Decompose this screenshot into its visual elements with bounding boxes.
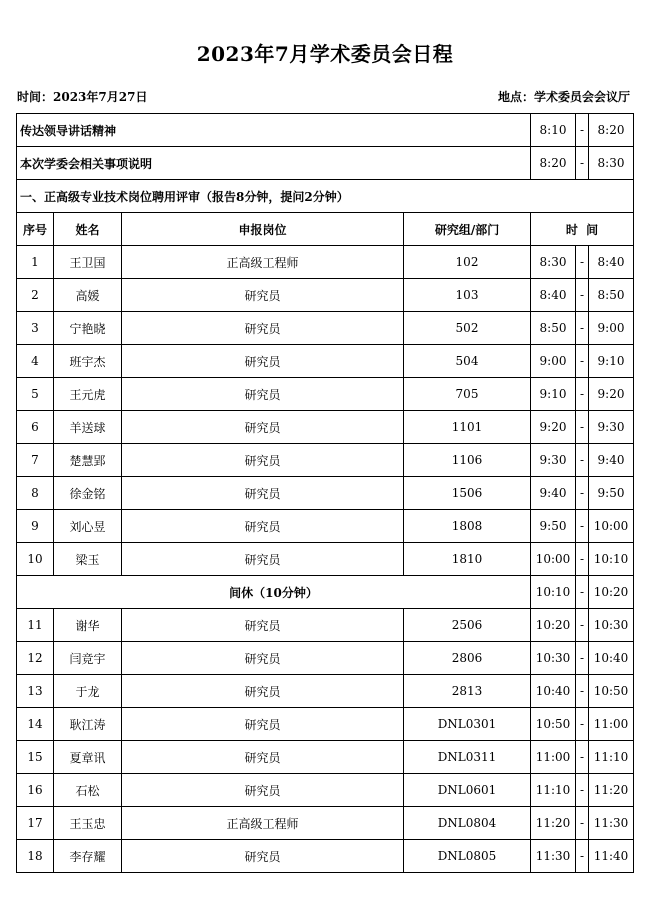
row-name: 王卫国: [54, 246, 122, 279]
row-name: 李存耀: [54, 840, 122, 873]
header-position: 申报岗位: [122, 213, 404, 246]
end-time: 10:10: [589, 543, 634, 576]
row-number: 3: [17, 312, 54, 345]
header-no: 序号: [17, 213, 54, 246]
table-row: [17, 741, 634, 774]
row-name: 王玉忠: [54, 807, 122, 840]
start-time: 8:40: [531, 279, 576, 312]
table-row: [17, 675, 634, 708]
start-time: 8:30: [531, 246, 576, 279]
table-row: [17, 609, 634, 642]
header-name: 姓名: [54, 213, 122, 246]
row-name: 闫竞宇: [54, 642, 122, 675]
end-time: 8:40: [589, 246, 634, 279]
meeting-location: 地点：学术委员会会议厅: [497, 90, 630, 104]
table-row: [17, 510, 634, 543]
table-row: [17, 708, 634, 741]
row-number: 8: [17, 477, 54, 510]
row-number: 12: [17, 642, 54, 675]
end-time: 10:20: [589, 576, 634, 609]
row-number: 11: [17, 609, 54, 642]
row-number: 7: [17, 444, 54, 477]
row-number: 6: [17, 411, 54, 444]
row-position: 研究员: [122, 444, 404, 477]
time-dash: -: [576, 114, 589, 147]
table-row: [17, 477, 634, 510]
row-name: 刘心昱: [54, 510, 122, 543]
break-row: [17, 576, 634, 609]
table-row: [17, 345, 634, 378]
start-time: 8:10: [531, 114, 576, 147]
start-time: 11:00: [531, 741, 576, 774]
row-number: 10: [17, 543, 54, 576]
row-dept: DNL0804: [404, 807, 531, 840]
row-number: 15: [17, 741, 54, 774]
row-number: 17: [17, 807, 54, 840]
start-time: 9:10: [531, 378, 576, 411]
row-position: 正高级工程师: [122, 246, 404, 279]
end-time: 9:00: [589, 312, 634, 345]
row-position: 研究员: [122, 312, 404, 345]
time-dash: -: [576, 510, 589, 543]
break-label: 间休（10分钟）: [17, 576, 531, 609]
row-number: 9: [17, 510, 54, 543]
row-position: 正高级工程师: [122, 807, 404, 840]
row-dept: 705: [404, 378, 531, 411]
time-dash: -: [576, 477, 589, 510]
start-time: 9:00: [531, 345, 576, 378]
time-dash: -: [576, 642, 589, 675]
row-name: 王元虎: [54, 378, 122, 411]
end-time: 10:00: [589, 510, 634, 543]
page-title: 2023年7月学术委员会日程: [196, 42, 454, 66]
time-dash: -: [576, 708, 589, 741]
time-dash: -: [576, 807, 589, 840]
end-time: 11:30: [589, 807, 634, 840]
row-position: 研究员: [122, 774, 404, 807]
end-time: 11:00: [589, 708, 634, 741]
row-name: 梁玉: [54, 543, 122, 576]
start-time: 8:50: [531, 312, 576, 345]
start-time: 11:20: [531, 807, 576, 840]
pre-item-row: [17, 114, 634, 147]
start-time: 10:40: [531, 675, 576, 708]
time-dash: -: [576, 411, 589, 444]
time-dash: -: [576, 609, 589, 642]
schedule-table: [16, 113, 634, 873]
row-dept: 2506: [404, 609, 531, 642]
row-number: 1: [17, 246, 54, 279]
row-name: 夏章讯: [54, 741, 122, 774]
start-time: 10:50: [531, 708, 576, 741]
start-time: 10:30: [531, 642, 576, 675]
row-dept: 502: [404, 312, 531, 345]
table-row: [17, 642, 634, 675]
end-time: 10:50: [589, 675, 634, 708]
row-dept: 1101: [404, 411, 531, 444]
row-name: 石松: [54, 774, 122, 807]
table-row: [17, 411, 634, 444]
row-dept: DNL0301: [404, 708, 531, 741]
row-name: 楚慧郢: [54, 444, 122, 477]
start-time: 11:30: [531, 840, 576, 873]
time-dash: -: [576, 147, 589, 180]
row-dept: 1808: [404, 510, 531, 543]
meeting-date: 时间：2023年7月27日: [17, 90, 148, 104]
table-row: [17, 807, 634, 840]
table-header-row: [17, 213, 634, 246]
end-time: 11:40: [589, 840, 634, 873]
end-time: 9:30: [589, 411, 634, 444]
start-time: 10:10: [531, 576, 576, 609]
row-name: 徐金铭: [54, 477, 122, 510]
time-dash: -: [576, 774, 589, 807]
row-dept: 504: [404, 345, 531, 378]
row-position: 研究员: [122, 741, 404, 774]
section-row: [17, 180, 634, 213]
row-dept: DNL0601: [404, 774, 531, 807]
row-name: 高媛: [54, 279, 122, 312]
table-row: [17, 378, 634, 411]
row-dept: DNL0805: [404, 840, 531, 873]
row-name: 班宇杰: [54, 345, 122, 378]
row-position: 研究员: [122, 411, 404, 444]
row-position: 研究员: [122, 510, 404, 543]
row-number: 5: [17, 378, 54, 411]
time-dash: -: [576, 576, 589, 609]
table-row: [17, 840, 634, 873]
row-position: 研究员: [122, 642, 404, 675]
end-time: 11:20: [589, 774, 634, 807]
table-row: [17, 312, 634, 345]
time-dash: -: [576, 675, 589, 708]
header-dept: 研究组/部门: [404, 213, 531, 246]
row-position: 研究员: [122, 378, 404, 411]
time-dash: -: [576, 312, 589, 345]
end-time: 10:40: [589, 642, 634, 675]
row-dept: 1506: [404, 477, 531, 510]
row-position: 研究员: [122, 675, 404, 708]
start-time: 11:10: [531, 774, 576, 807]
start-time: 9:50: [531, 510, 576, 543]
table-row: [17, 543, 634, 576]
row-name: 宁艳晓: [54, 312, 122, 345]
row-dept: 2813: [404, 675, 531, 708]
row-position: 研究员: [122, 477, 404, 510]
time-dash: -: [576, 444, 589, 477]
table-row: [17, 774, 634, 807]
row-position: 研究员: [122, 708, 404, 741]
time-dash: -: [576, 543, 589, 576]
time-dash: -: [576, 246, 589, 279]
pre-item-row: [17, 147, 634, 180]
row-number: 13: [17, 675, 54, 708]
row-dept: 103: [404, 279, 531, 312]
row-dept: 2806: [404, 642, 531, 675]
row-number: 18: [17, 840, 54, 873]
row-position: 研究员: [122, 840, 404, 873]
start-time: 10:00: [531, 543, 576, 576]
section-title: 一、正高级专业技术岗位聘用评审（报告8分钟，提问2分钟）: [17, 180, 634, 213]
start-time: 10:20: [531, 609, 576, 642]
row-number: 14: [17, 708, 54, 741]
time-dash: -: [576, 345, 589, 378]
start-time: 9:40: [531, 477, 576, 510]
end-time: 8:30: [589, 147, 634, 180]
row-position: 研究员: [122, 609, 404, 642]
end-time: 9:10: [589, 345, 634, 378]
pre-item-label: 传达领导讲话精神: [17, 114, 531, 147]
pre-item-label: 本次学委会相关事项说明: [17, 147, 531, 180]
start-time: 9:20: [531, 411, 576, 444]
table-row: [17, 246, 634, 279]
time-dash: -: [576, 279, 589, 312]
start-time: 8:20: [531, 147, 576, 180]
end-time: 10:30: [589, 609, 634, 642]
end-time: 9:20: [589, 378, 634, 411]
row-number: 16: [17, 774, 54, 807]
row-position: 研究员: [122, 345, 404, 378]
row-name: 羊送球: [54, 411, 122, 444]
row-number: 4: [17, 345, 54, 378]
time-dash: -: [576, 741, 589, 774]
time-dash: -: [576, 378, 589, 411]
start-time: 9:30: [531, 444, 576, 477]
row-dept: 102: [404, 246, 531, 279]
end-time: 9:40: [589, 444, 634, 477]
end-time: 11:10: [589, 741, 634, 774]
row-dept: 1810: [404, 543, 531, 576]
end-time: 8:20: [589, 114, 634, 147]
table-row: [17, 444, 634, 477]
row-name: 于龙: [54, 675, 122, 708]
row-position: 研究员: [122, 279, 404, 312]
end-time: 8:50: [589, 279, 634, 312]
end-time: 9:50: [589, 477, 634, 510]
row-name: 耿江涛: [54, 708, 122, 741]
time-dash: -: [576, 840, 589, 873]
row-dept: 1106: [404, 444, 531, 477]
row-number: 2: [17, 279, 54, 312]
header-time: 时 间: [531, 213, 634, 246]
row-name: 谢华: [54, 609, 122, 642]
table-row: [17, 279, 634, 312]
row-dept: DNL0311: [404, 741, 531, 774]
row-position: 研究员: [122, 543, 404, 576]
